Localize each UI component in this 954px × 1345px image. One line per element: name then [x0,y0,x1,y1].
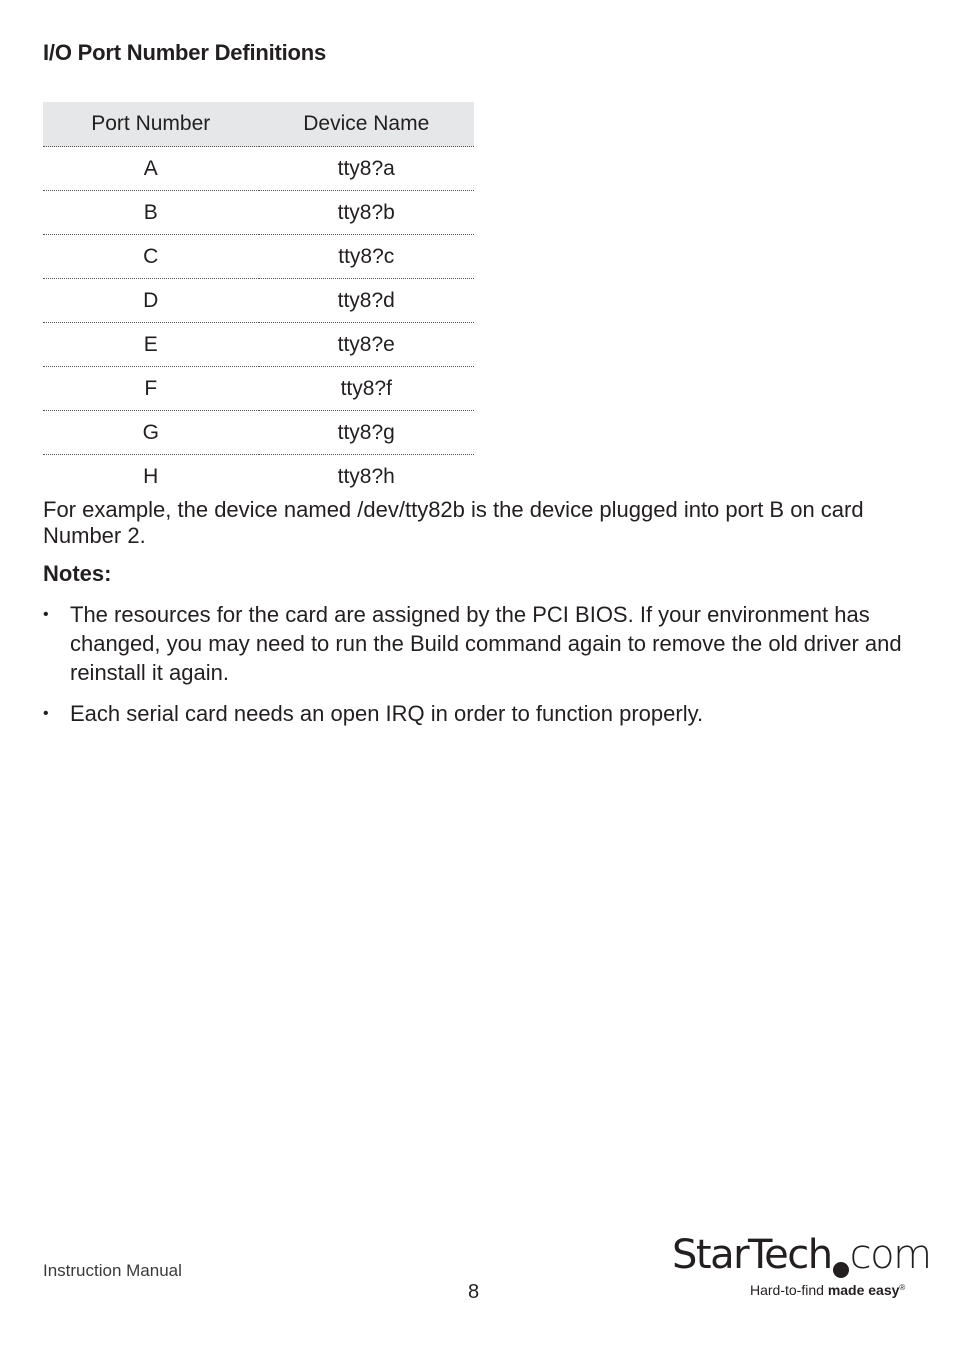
footer-document-type: Instruction Manual [43,1261,182,1280]
list-item [43,600,913,687]
logo-wordmark [672,1232,931,1278]
port-number-cell: E [43,323,259,367]
table-row [43,279,474,323]
notes-heading: Notes: [43,561,112,586]
notes-list [43,600,913,740]
port-number-cell: A [43,147,259,191]
logo-tagline-prefix: Hard-to-find [750,1282,828,1298]
table-header-row [43,102,474,147]
device-name-cell: tty8?a [259,147,475,191]
port-number-cell: C [43,235,259,279]
page-number: 8 [468,1281,480,1303]
device-name-cell: tty8?c [259,235,475,279]
logo-brand: StarTech [672,1232,832,1278]
port-number-cell: B [43,191,259,235]
device-name-cell: tty8?d [259,279,475,323]
note-text: The resources for the card are assigned by the PCI BIOS. If your environment has changed, you may need to run the Build command again to remove the old driver and reinstall it again. [70,602,902,685]
logo-tagline-bold: made easy [827,1282,900,1298]
port-number-cell: H [143,464,159,488]
bullet-icon: • [43,606,49,623]
table-row [43,235,474,279]
table-row [43,455,474,499]
device-name-cell: tty8?b [259,191,475,235]
table-row [43,191,474,235]
column-header-device-name: Device Name [259,102,475,147]
logo-tagline [750,1282,905,1298]
startech-logo [672,1232,931,1304]
device-name-cell: tty8?g [259,411,475,455]
bullet-icon: • [43,705,49,722]
device-name-cell: tty8?f [259,367,475,411]
section-heading: I/O Port Number Definitions [43,40,327,65]
port-definitions-table [43,102,474,498]
port-number-cell: D [43,279,259,323]
port-number-cell: G [43,411,259,455]
device-name-cell: tty8?e [259,323,475,367]
table-row [43,367,474,411]
table-row [43,411,474,455]
note-text: Each serial card needs an open IRQ in order to function properly. [70,701,704,726]
port-number-cell: F [43,367,259,411]
list-item [43,699,913,728]
example-paragraph: For example, the device named /dev/tty82b is the device plugged into port B on card Number 2. [43,497,864,548]
device-name-cell: tty8?h [337,464,395,488]
table-row [43,147,474,191]
logo-dot-icon [833,1262,849,1278]
logo-brand-suffix: com [849,1232,931,1278]
column-header-port-number: Port Number [43,102,259,147]
table-row [43,323,474,367]
registered-mark-icon: ® [899,1283,906,1292]
